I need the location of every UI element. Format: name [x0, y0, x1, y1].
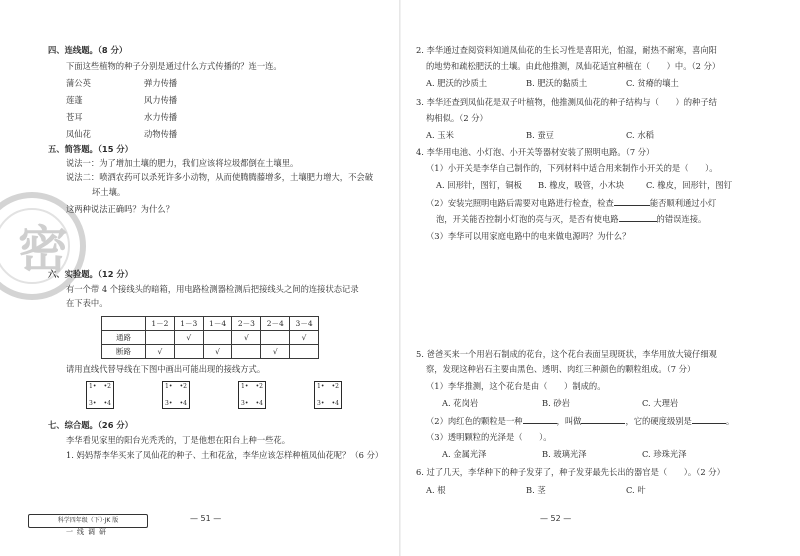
q6-instruction: 请用直线代替导线在下图中画出可能出现的接线方式。 [66, 364, 266, 374]
q4-sub-1: （1）小开关是李华自己制作的，下列材料中适合用来制作小开关的是（ ）。 [426, 163, 718, 173]
q2-option-b[interactable]: B. 肥沃的黏质土 [526, 78, 588, 88]
book-badge: 科学四年级（下）·JK 版 [28, 514, 148, 528]
q2-text-cont: 的地势和疏松肥沃的土壤。由此他推测，凤仙花适宜种植在（ ）中。（2 分） [426, 61, 721, 71]
method-item: 风力传播 [144, 95, 178, 105]
q5-sub-1-option-a[interactable]: A. 花岗岩 [442, 398, 479, 408]
method-item: 弹力传播 [144, 78, 178, 88]
table-cell: 1－2 [146, 317, 175, 331]
table-row [102, 331, 319, 345]
plant-item: 莲蓬 [66, 95, 83, 105]
q3-text-cont: 构相似。（2 分） [426, 113, 488, 123]
answer-blank[interactable] [581, 416, 625, 424]
q4-sub-2-text-c: 泡，开关能否控制小灯泡的亮与灭，是否有使电路 [436, 214, 619, 224]
table-cell: 断路 [102, 345, 146, 359]
q4-sub-1-option-b[interactable]: B. 橡皮，吸管，小木块 [538, 180, 625, 190]
q5-sub-2 [426, 416, 734, 427]
q5-sub-3-option-a[interactable]: A. 金属光泽 [442, 449, 487, 459]
terminal-label: 3• [89, 399, 97, 407]
q5-text-cont: 察，发现这种岩石主要由黑色、透明、肉红三种颜色的颗粒组成。（7 分） [426, 364, 696, 374]
answer-blank[interactable] [692, 416, 726, 424]
table-cell: √ [261, 345, 290, 359]
table-cell: 1－4 [203, 317, 232, 331]
terminal-label: 3• [317, 399, 325, 407]
q5-statement-2-cont: 坏土壤。 [92, 187, 126, 197]
table-cell: 1－3 [174, 317, 203, 331]
q3-text: 3. 李华还查到凤仙花是双子叶植物，他推测凤仙花的种子结构与（ ）的种子结 [416, 97, 717, 107]
terminal-label: •2 [331, 383, 339, 390]
q4-sub-3: （3）李华可以用家庭电路中的电来做电源吗？为什么？ [426, 231, 631, 241]
q7-intro: 李华看见家里的阳台光秃秃的，丁是他想在阳台上种一些花。 [66, 435, 291, 445]
q5-title: 五、简答题。（15 分） [48, 144, 133, 154]
wiring-box-2[interactable] [162, 381, 190, 409]
q6-text-cont: 在下表中。 [66, 298, 108, 308]
page-number: — 52 — [540, 514, 572, 523]
q3-option-b[interactable]: B. 蚕豆 [526, 130, 554, 140]
wiring-box-3[interactable] [238, 381, 266, 409]
answer-blank[interactable] [614, 198, 650, 206]
q3-option-c[interactable]: C. 水稻 [626, 130, 654, 140]
answer-blank[interactable] [523, 416, 557, 424]
plant-item: 蒲公英 [66, 78, 91, 88]
table-cell: 通路 [102, 331, 146, 345]
table-cell [203, 331, 232, 345]
terminal-label: •4 [179, 399, 187, 407]
plant-item: 苍耳 [66, 112, 83, 122]
q5-statement-1: 说法一：为了增加土壤的肥力，我们应该将垃圾都倒在土壤里。 [66, 158, 299, 168]
table-cell: √ [232, 331, 261, 345]
q6-title: 六、实验题。（12 分） [48, 269, 133, 279]
q4-sub-1-option-c[interactable]: C. 橡皮，回形针，图钉 [646, 180, 732, 190]
q5-text: 5. 爸爸买来一个用岩石制成的花台，这个花台表面呈现斑状，李华用放大镜仔细观 [416, 349, 717, 359]
terminal-label: 1• [317, 383, 325, 390]
method-item: 动物传播 [144, 129, 178, 139]
answer-blank[interactable] [619, 214, 657, 222]
q5-sub-1-option-c[interactable]: C. 大理岩 [642, 398, 679, 408]
q3-option-a[interactable]: A. 玉米 [426, 130, 454, 140]
q5-statement-2: 说法二：喷洒农药可以杀死许多小动物，从而使腾腾藤增多，土壤肥力增大，不会破 [66, 172, 373, 182]
table-cell [146, 331, 175, 345]
q6-option-b[interactable]: B. 茎 [526, 485, 546, 495]
table-cell [232, 345, 261, 359]
terminal-label: •4 [331, 399, 339, 407]
table-cell: 2－3 [232, 317, 261, 331]
q5-sub-3-option-c[interactable]: C. 珍珠光泽 [642, 449, 687, 459]
q5-sub-3: （3）透明颗粒的光泽是（ ）。 [426, 432, 552, 442]
q6-option-a[interactable]: A. 根 [426, 485, 446, 495]
terminal-label: 1• [89, 383, 97, 390]
table-cell: √ [146, 345, 175, 359]
q7-title: 七、综合题。（26 分） [48, 420, 133, 430]
q4-sub-2-text: （2）安装完照明电路后需要对电路进行检查，检查 [426, 198, 614, 208]
plant-item: 凤仙花 [66, 129, 91, 139]
q5-sub-1: （1）李华推测，这个花台是由（ ）制成的。 [426, 381, 606, 391]
q2-text: 2. 李华通过查阅资料知道凤仙花的生长习性是喜阳光，怕湿，耐热不耐寒，喜向阳 [416, 45, 717, 55]
method-item: 水力传播 [144, 112, 178, 122]
q4-title: 四、连线题。（8 分） [48, 45, 128, 55]
terminal-label: 3• [165, 399, 173, 407]
table-cell: 3－4 [290, 317, 319, 331]
terminal-label: •2 [103, 383, 111, 390]
table-row [102, 345, 319, 359]
q6-text: 6. 过了几天，李华种下的种子发芽了，种子发芽最先长出的器官是（ ）。（2 分） [416, 467, 725, 477]
connection-table [101, 316, 319, 359]
table-cell: 2－4 [261, 317, 290, 331]
q4-text: 4. 李华用电池、小灯泡、小开关等器材安装了照明电路。（7 分） [416, 147, 655, 157]
q4-sub-2-text-b: 能否顺利通过小灯 [649, 198, 717, 208]
wiring-box-4[interactable] [314, 381, 342, 409]
q2-option-a[interactable]: A. 肥沃的沙质土 [426, 78, 488, 88]
q5-question: 这两种说法正确吗？为什么？ [66, 204, 174, 214]
table-header-row [102, 317, 319, 331]
q4-intro: 下面这些植物的种子分别是通过什么方式传播的？连一连。 [66, 61, 282, 71]
right-page [400, 0, 800, 556]
q4-sub-2-cont [436, 214, 706, 225]
terminal-label: 3• [241, 399, 249, 407]
q5-sub-2-text-c: ，它的硬度级别是 [625, 416, 692, 426]
q5-sub-2-text-d: 。 [725, 416, 735, 426]
table-cell [290, 345, 319, 359]
terminal-label: •4 [103, 399, 111, 407]
table-cell: √ [203, 345, 232, 359]
q7-question-1: 1. 妈妈帮李华买来了凤仙花的种子、土和花盆，李华应该怎样种植凤仙花呢？（6 分） [66, 450, 384, 460]
q4-sub-2-text-d: 的错误连接。 [656, 214, 707, 224]
q4-sub-1-option-a[interactable]: A. 回形针，图钉，铜板 [436, 180, 522, 190]
table-cell: √ [174, 331, 203, 345]
q2-option-c[interactable]: C. 贫瘠的壤土 [626, 78, 679, 88]
q5-sub-1-option-b[interactable]: B. 砂岩 [542, 398, 570, 408]
page-number: — 51 — [190, 514, 222, 523]
table-cell: √ [290, 331, 319, 345]
terminal-label: 1• [165, 383, 173, 390]
table-cell [102, 317, 146, 331]
series-label: 一线调研 [66, 528, 110, 536]
q6-text: 有一个带 4 个接线头的暗箱，用电路检测器检测后把接线头之间的连接状态记录 [66, 284, 359, 294]
terminal-label: 1• [241, 383, 249, 390]
q6-option-c[interactable]: C. 叶 [626, 485, 646, 495]
table-cell [261, 331, 290, 345]
q5-sub-2-text-b: ，叫做 [556, 416, 582, 426]
q5-sub-2-text-a: （2）肉红色的颗粒是一种 [426, 416, 523, 426]
terminal-label: •4 [255, 399, 263, 407]
terminal-label: •2 [255, 383, 263, 390]
q5-sub-3-option-b[interactable]: B. 玻璃光泽 [542, 449, 587, 459]
terminal-label: •2 [179, 383, 187, 390]
wiring-box-1[interactable] [86, 381, 114, 409]
table-cell [174, 345, 203, 359]
watermark-seal: 密 [0, 192, 86, 300]
q4-sub-2 [426, 198, 716, 209]
